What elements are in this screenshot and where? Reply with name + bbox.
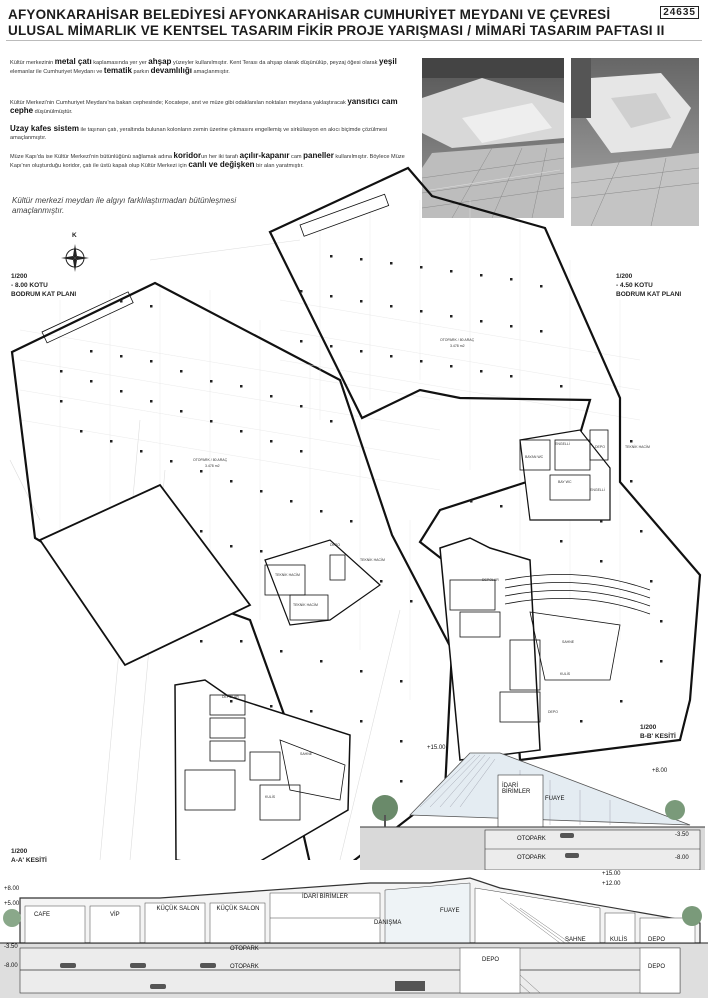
plan-left-room-2: TEKNİK HACİM (293, 603, 318, 607)
slogan: Kültür merkezi meydan ile algıyı farklılaştırmadan bütünleşmesi amaçlanmıştır. (12, 196, 237, 215)
plan-left-room-7: KULİS (265, 795, 276, 799)
section-aa-label-admin: İDARİ BİRİMLER (301, 894, 348, 900)
plan-left-room-1: TEKNİK HACİM (275, 573, 300, 577)
plan-right-room-3: ENGELLİ (555, 442, 570, 446)
header-divider (6, 40, 702, 41)
section-aa-level-2: +5.00 (4, 901, 20, 907)
plan-left-otopark: OTOPARK / 80 ARAÇ (193, 458, 228, 462)
plan-right-title: BODRUM KAT PLANI (616, 291, 682, 298)
plan-right-room-6: ENGELLİ (590, 488, 605, 492)
plan-right-otopark-area: 3.478 m2 (450, 344, 465, 348)
plan-right-room-1: DEPO (595, 445, 605, 449)
section-aa-label-info: DANIŞMA (374, 920, 402, 926)
plan-left-title: BODRUM KAT PLANI (11, 291, 77, 298)
title-line-2: ULUSAL MİMARLIK VE KENTSEL TASARIM FİKİR PROJE YARIŞMASI / MİMARİ TASARIM PAFTASI II (8, 23, 665, 38)
section-bb-level-2: +8.00 (652, 768, 668, 774)
section-aa-label-depot-1: DEPO (648, 937, 666, 943)
paragraph-roof: Kültür merkezinin metal çatı kaplamasında yer yer ahşap yüzeyler kullanılmıştır. Kent Terası da ahşap olarak düşünülüp, peyzaj öğesi olarak yeşil elemanlar ile Cumhuriyet Meydanı ve tematik parkın devamlılığı amaçlanmıştır. (10, 57, 397, 75)
section-aa-level-6: +12.00 (602, 881, 621, 887)
section-aa-label-vip: VİP (110, 912, 120, 918)
section-aa-level-5: +15.00 (602, 871, 621, 877)
title-line-1: AFYONKARAHİSAR BELEDİYESİ AFYONKARAHİSAR CUMHURİYET MEYDANI VE ÇEVRESİ (8, 7, 611, 22)
section-bb-label-4: OTOPARK (517, 855, 546, 861)
section-aa-scale: 1/200 (11, 848, 28, 855)
section-bb-label-1: İDARİ BİRİMLER (502, 783, 531, 795)
compass-label: K (72, 232, 77, 239)
section-bb-drawing (360, 745, 705, 870)
section-aa-level-1: +8.00 (4, 886, 20, 892)
plan-left-room-6: SAHNE (300, 752, 313, 756)
section-aa-drawing (0, 868, 708, 998)
section-aa-label-depot-3: DEPO (648, 964, 666, 970)
section-bb-label-3: OTOPARK (517, 836, 546, 842)
plan-right-scale: 1/200 (616, 273, 633, 280)
plan-right-room-7: DEPOLAR (482, 578, 499, 582)
paragraph-museum-gate: Müze Kapı'da ise Kültür Merkezi'nin bütünlüğünü sağlamak adına koridorun her iki tarafı açılır-kapanır cam paneller kullanılmıştır. Böylece Müze Kapı'nın oluşturduğu koridor, çatı ile üstü kapalı olup Kültür Merkezi için canlı ve değişken bir alan yaratmıştır. (10, 151, 405, 169)
section-aa-label-backstage: KULİS (610, 937, 628, 943)
section-bb-level-1: +15.00 (427, 745, 446, 751)
plan-right (270, 168, 700, 760)
entry-code: 24635 (660, 6, 699, 19)
plan-left-scale: 1/200 (11, 273, 28, 280)
paragraph-space-frame: Uzay kafes sistem ile taşınan çatı, yeraltında bulunan kolonların zemin üzerine çıkmasını engellemiş ve sirkülasyon en akıcı biçimde çözülmesi amaçlanmıştır. (10, 124, 388, 141)
plan-right-room-8: SAHNE (562, 640, 575, 644)
plan-left-otopark-area: 3.478 m2 (205, 464, 220, 468)
section-aa-level-3: -3.50 (4, 944, 18, 950)
plan-right-level: - 4.50 KOTU (616, 282, 653, 289)
plan-right-room-5: BAY WC (558, 480, 572, 484)
section-aa-label-parking-1: OTOPARK (230, 946, 259, 952)
section-bb-name: B-B' KESİTİ (640, 733, 676, 740)
plan-right-room-9: KULİS (560, 672, 571, 676)
section-aa-label-small-hall-1: KÜÇÜK SALON (156, 906, 200, 912)
plan-left-room-3: TEKNİK HACİM (360, 558, 385, 562)
section-aa-label-parking-2: OTOPARK (230, 964, 259, 970)
section-aa-label-small-hall-2: KÜÇÜK SALON (216, 906, 260, 912)
section-aa-label-stage: SAHNE (565, 937, 586, 943)
section-aa-label-cafe: CAFE (34, 912, 51, 918)
section-bb-level-4: -8.00 (675, 855, 689, 861)
section-bb-scale: 1/200 (640, 724, 657, 731)
section-bb-label-2: FUAYE (545, 796, 565, 802)
section-aa-name: A-A' KESİTİ (11, 857, 47, 864)
plan-left-room-4: DEPO (330, 543, 340, 547)
section-aa-label-depot-2: DEPO (482, 957, 500, 963)
paragraph-facade: Kültür Merkezi'nin Cumhuriyet Meydanı'na bakan cephesinde; Kocatepe, anıt ve müze gibi odaklanılan noktaları meydana yaklaştıracak yansıtıcı cam cephe düşünülmüştür. (10, 97, 398, 115)
section-bb-level-3: -3.50 (675, 832, 689, 838)
section-aa-level-4: -8.00 (4, 963, 18, 969)
plan-right-room-10: DEPO (548, 710, 558, 714)
plan-left-level: - 8.00 KOTU (11, 282, 48, 289)
plan-right-room-4: BAYAN WC (525, 455, 544, 459)
plan-right-room-2: TEKNİK HACİM (625, 445, 650, 449)
section-aa-label-foyer: FUAYE (440, 908, 460, 914)
plan-left-room-5: DEPOLAR (222, 695, 239, 699)
plan-right-otopark: OTOPARK / 80 ARAÇ (440, 338, 475, 342)
